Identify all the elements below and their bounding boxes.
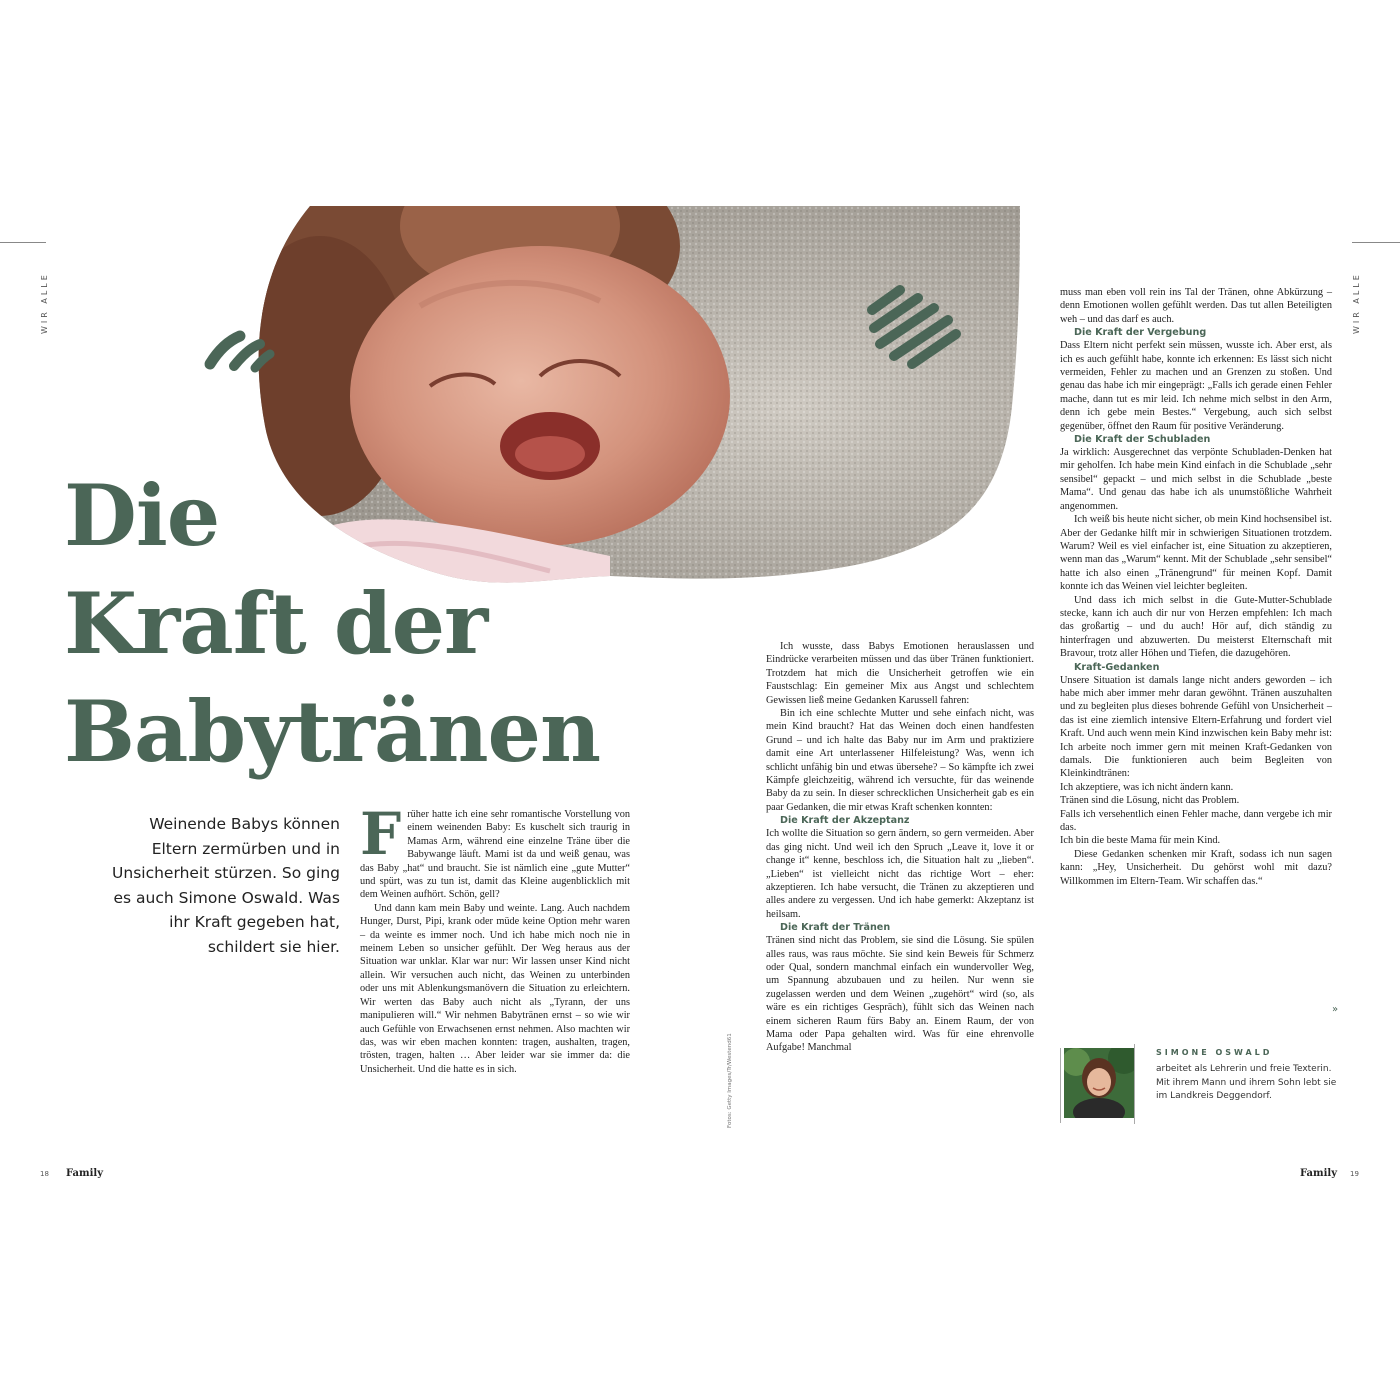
paragraph: Und dann kam mein Baby und weinte. Lang. Auch nachdem Hunger, Durst, Pipi, krank oder müde keine Option mehr waren – da weinte es immer noch. Und ich habe mich noch nie in meinem Leben so unsicher gefühlt. Der Weg heraus aus der Situation war unklar. Klar war nur: Wir lassen unser Kind nicht allein. Wir versuchen auch nicht, das Weinen zu unterbinden oder uns mit Ablenkungsmanövern die Situation zu erleichtern. Wir werten das Baby auch nicht als „Tyrann, der uns manipulieren will.“ Wir nehmen Babytränen ernst – so wie wir auch Gefühle von Erwachsenen ernst nehmen. Also machten wir das, was wir eben machen konnten: tragen, aushalten, tragen, trösten, tragen, halten … Aber leider war sie immer da: die Unsicherheit. Und die hatte es in sich.: [360, 902, 630, 1075]
list-item: Ich akzeptiere, was ich nicht ändern kann.: [1060, 781, 1234, 793]
article-column-3: [1060, 286, 1332, 888]
bio-frame-line: [1134, 1044, 1135, 1124]
headline-line-3: Babytränen: [64, 682, 601, 781]
drop-cap: F: [360, 800, 402, 868]
article-column-2: [766, 640, 1034, 1055]
photo-credit: Fotos: Getty Images/Tr/Westend61: [727, 1033, 733, 1128]
author-photo: [1064, 1048, 1134, 1118]
subheading-traenen: Die Kraft der Tränen: [780, 922, 891, 934]
article-column-1: [360, 800, 630, 1076]
paragraph: [360, 800, 630, 902]
list-item: Falls ich versehentlich einen Fehler mache, dann vergebe ich mir das.: [1060, 808, 1332, 834]
author-bio: arbeitet als Lehrerin und freie Texterin. Mit ihrem Mann und ihrem Sohn lebt sie im Landkreis Deggendorf.: [1156, 1064, 1337, 1101]
paragraph: Dass Eltern nicht perfekt sein müssen, wusste ich. Aber erst, als ich es auch gefühlt habe, konnte ich erkennen: Es lässt sich nicht vermeiden, Fehler zu machen und an Grenzen zu stoßen. Und genau das habe ich mir eingeprägt: „Falls ich gerade einen Fehler mache, dann tut es mir leid. Ich nehme mich selbst in den Arm, denn ich gebe mein Bestes.“ Vergebung, auch sich selbst gegenüber, öffnet den Raum für positive Veränderung.: [1060, 340, 1332, 432]
decorative-brush-strokes-right: [860, 280, 970, 380]
subheading-akzeptanz: Die Kraft der Akzeptanz: [780, 815, 910, 827]
paragraph: Ich wusste, dass Babys Emotionen herauslassen und Eindrücke verarbeiten müssen und das über Tränen funktioniert. Trotzdem hat mich die Unsicherheit getroffen wie ein Faustschlag: Ein gemeiner Mix aus Angst und schlechtem Gewissen ließ meine Gedanken Karussell fahren:: [766, 641, 1034, 706]
paragraph: Bin ich eine schlechte Mutter und sehe einfach nicht, was mein Kind braucht? Hat das Weinen doch einen handfesten Grund – und ich halte das Baby nur im Arm und praktiziere damit eine Art unterlassener Hilfeleistung? Was, wenn ich schlicht unfähig bin und etwas übersehe? – So kämpfte ich zwei Kämpfe gleichzeitig, während ich versuchte, für das weinende Baby da zu sein. In dieser schrecklichen Unsicherheit gab es ein paar Gedanken, die mir etwas Kraft schenken konnten:: [766, 708, 1034, 813]
left-section-rule: [0, 242, 46, 243]
author-name: SIMONE OSWALD: [1156, 1048, 1273, 1057]
article-end-mark: »: [1332, 1004, 1339, 1015]
right-section-label: WIR ALLE: [1352, 272, 1361, 334]
paragraph: Ja wirklich: Ausgerechnet das verpönte Schubladen-Denken hat mir geholfen. Ich habe mein Kind einfach in die Schublade „sehr sensibel“ gepackt – und mich selbst in die Schublade „beste Mama“. Und genau das habe ich als unumstößliche Wahrheit angenommen.: [1060, 447, 1332, 512]
subheading-vergebung: Die Kraft der Vergebung: [1074, 327, 1207, 339]
subheading-schubladen: Die Kraft der Schubladen: [1074, 434, 1211, 446]
left-section-label: WIR ALLE: [40, 272, 49, 334]
paragraph-text: rüher hatte ich eine sehr romantische Vorstellung von einem weinenden Baby: Es kuschelt sich traurig in Mamas Arm, während eine einzelne Träne über die Babywange läuft. Mami ist da und weiß genau, was das Baby „hat“ und braucht. Sie ist nämlich eine „gute Mutter“ und spürt, was zu tun ist, damit das Kleine augenblicklich mit dem Weinen aufhört. Schön, gell?: [360, 809, 630, 901]
headline-line-2: Kraft der: [64, 574, 488, 673]
paragraph: Und dass ich mich selbst in die Gute-Mutter-Schublade stecke, kann ich auch dir nur von Herzen empfehlen: Ich mach das großartig – und du auch! Hör auf, dich ständig zu hinterfragen und abzuwerten. Du meisterst Elternschaft mit Bravour, trotz aller Höhen und Tiefen, die dazugehören.: [1060, 594, 1332, 660]
list-item: Tränen sind die Lösung, nicht das Problem.: [1060, 795, 1240, 807]
bio-frame-line: [1060, 1048, 1061, 1123]
page-number-left: 18: [40, 1170, 49, 1178]
page-number-right: 19: [1350, 1170, 1359, 1178]
paragraph: Tränen sind nicht das Problem, sie sind die Lösung. Sie spülen alles raus, was raus möchte. Sie sind kein Beweis für Schmerz oder Qual, sondern manchmal einfach ein wundervoller Weg, um Spannung abzubauen und zu heilen. Nur wenn sie zugelassen werden und dem Weinen „zugehört“ wird (so, als wäre es ein richtiges Gespräch), fühlt sich das Weinen nach einem sicheren Raum fürs Baby an. Einem Raum, der von Mama oder Papa gehalten wird. Was für eine ehrenvolle Aufgabe! Manchmal: [766, 935, 1034, 1054]
headline: [64, 462, 664, 786]
subheading-kraft-gedanken: Kraft-Gedanken: [1074, 661, 1160, 673]
paragraph: Unsere Situation ist damals lange nicht anders geworden – ich habe mich aber immer mehr daran gewöhnt. Tränen auszuhalten und zu begleiten plus dieses bohrende Gefühl von Unsicherheit – das ist eine ziemlich intensive Eltern-Erfahrung und fordert viel Kraft. Und auch wenn mein Kind inzwischen kein Baby mehr ist: Ich arbeite noch immer gern mit meinen Kraft-Gedanken von damals. Die funktionieren auch beim Begleiten von Kleinkindtränen:: [1060, 674, 1332, 780]
right-section-rule: [1352, 242, 1400, 243]
paragraph: Diese Gedanken schenken mir Kraft, sodass ich nun sagen kann: „Hey, Unsicherheit. Du gehörst wohl mit dazu? Willkommen im Eltern-Team. Wir schaffen das.“: [1060, 848, 1332, 887]
magazine-name-right: Family: [1300, 1168, 1338, 1179]
paragraph: muss man eben voll rein ins Tal der Tränen, ohne Abkürzung – denn Emotionen wollen gefühlt werden. Das tut allen Beteiligten weh – und das darf es auch.: [1060, 287, 1332, 325]
headline-line-1: Die: [64, 466, 220, 565]
magazine-name-left: Family: [66, 1168, 104, 1179]
list-item: Ich bin die beste Mama für mein Kind.: [1060, 835, 1221, 847]
lead-text: Weinende Babys können Eltern zermürben und in Unsicherheit stürzen. So ging es auch Simone Oswald. Was ihr Kraft gegeben hat, schildert sie hier.: [112, 815, 340, 956]
decorative-brush-strokes-left: [200, 326, 280, 376]
paragraph: Ich wollte die Situation so gern ändern, so gern vermeiden. Aber das ging nicht. Und weil ich den Spruch „Leave it, love it or change it“ kenne, beschloss ich, die Situation halt zu „lieben“. „Lieben“ ist vielleicht nicht das richtige Wort – eher: akzeptieren. Ich habe versucht, die Tränen zu akzeptieren und alles andere zu vergessen. Und ich habe gemerkt: Akzeptanz ist heilsam.: [766, 828, 1034, 920]
paragraph: Ich weiß bis heute nicht sicher, ob mein Kind hochsensibel ist. Aber der Gedanke hilft mir in schwierigen Situationen trotzdem. Warum? Weil es viel einfacher ist, eine Situation zu akzeptieren, wenn man das „Warum“ kennt. Mit der Schublade „sehr sensibel“ hatte ich also einen „Tränengrund“ für meinen Kopf. Damit konnte ich das Weinen viel leichter begleiten.: [1060, 514, 1332, 593]
